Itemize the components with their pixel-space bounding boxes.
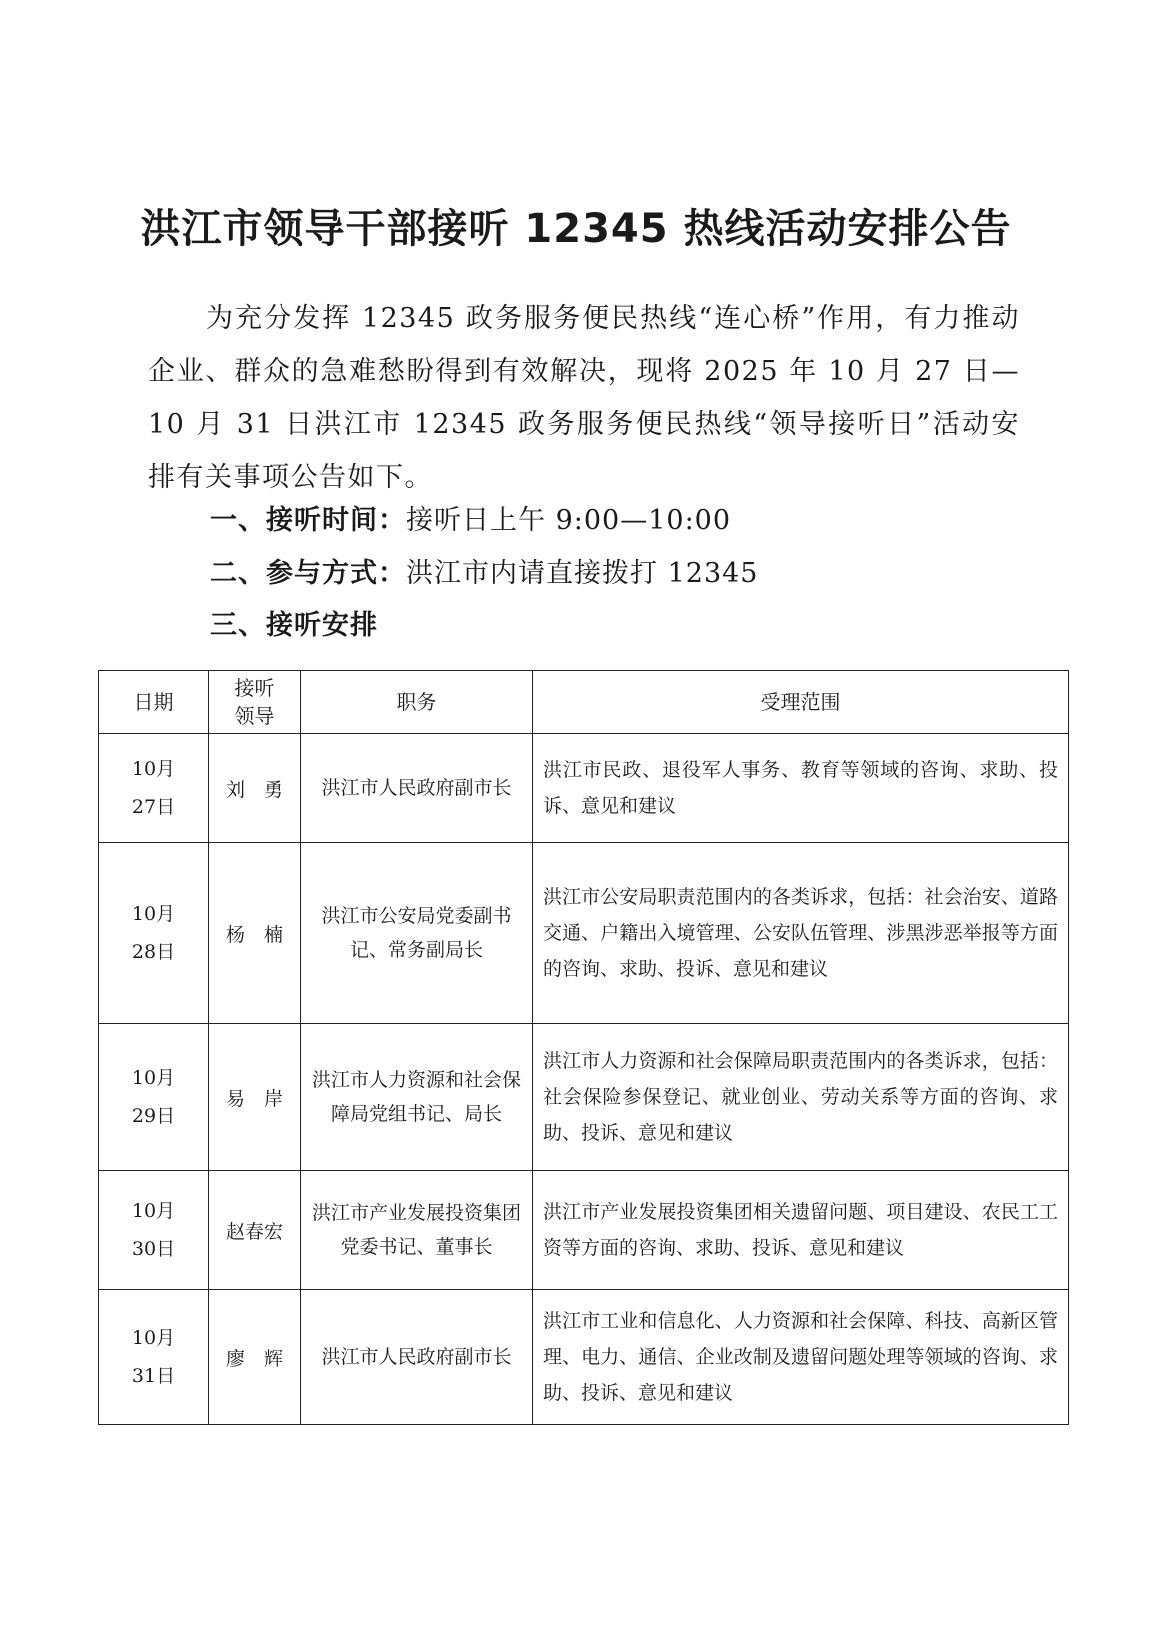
item-answer-time (210, 498, 731, 537)
cell-position: 洪江市人民政府副市长 (301, 1290, 533, 1425)
cell-leader: 廖 辉 (209, 1290, 301, 1425)
cell-scope: 洪江市民政、退役军人事务、教育等领域的咨询、求助、投诉、意见和建议 (533, 734, 1069, 843)
item-participation (210, 551, 758, 590)
header-date: 日期 (99, 671, 209, 734)
cell-scope: 洪江市人力资源和社会保障局职责范围内的各类诉求，包括：社会保险参保登记、就业创业、劳动关系等方面的咨询、求助、投诉、意见和建议 (533, 1024, 1069, 1171)
item-label: 一、接听时间： (210, 505, 406, 536)
item-label: 二、参与方式： (210, 558, 406, 589)
header-position: 职务 (301, 671, 533, 734)
cell-leader: 刘 勇 (209, 734, 301, 843)
cell-scope: 洪江市公安局职责范围内的各类诉求，包括：社会治安、道路交通、户籍出入境管理、公安队伍管理、涉黑涉恶举报等方面的咨询、求助、投诉、意见和建议 (533, 843, 1069, 1024)
table-header-row (99, 671, 1069, 734)
cell-position: 洪江市产业发展投资集团党委书记、董事长 (301, 1171, 533, 1290)
cell-scope: 洪江市工业和信息化、人力资源和社会保障、科技、高新区管理、电力、通信、企业改制及遗留问题处理等领域的咨询、求助、投诉、意见和建议 (533, 1290, 1069, 1425)
cell-leader: 赵春宏 (209, 1171, 301, 1290)
cell-date: 10月31日 (99, 1290, 209, 1425)
cell-leader: 杨 楠 (209, 843, 301, 1024)
document-title: 洪江市领导干部接听 12345 热线活动安排公告 (140, 205, 1012, 252)
cell-position: 洪江市人力资源和社会保障局党组书记、局长 (301, 1024, 533, 1171)
item-arrangement (210, 603, 378, 642)
cell-position: 洪江市人民政府副市长 (301, 734, 533, 843)
cell-date: 10月27日 (99, 734, 209, 843)
table-row (99, 1290, 1069, 1425)
intro-paragraph: 为充分发挥 12345 政务服务便民热线“连心桥”作用，有力推动企业、群众的急难愁盼得到有效解决，现将 2025 年 10 月 27 日—10 月 31 日洪江市 12345 政务服务便民热线“领导接听日”活动安排有关事项公告如下。 (148, 303, 1020, 493)
table-row (99, 843, 1069, 1024)
cell-position: 洪江市公安局党委副书记、常务副局长 (301, 843, 533, 1024)
table-row (99, 734, 1069, 843)
schedule-table (98, 670, 1069, 1425)
table-row (99, 1171, 1069, 1290)
cell-scope: 洪江市产业发展投资集团相关遗留问题、项目建设、农民工工资等方面的咨询、求助、投诉、意见和建议 (533, 1171, 1069, 1290)
table-row (99, 1024, 1069, 1171)
cell-date: 10月28日 (99, 843, 209, 1024)
header-scope: 受理范围 (533, 671, 1069, 734)
header-leader: 接听领导 (209, 671, 301, 734)
cell-leader: 易 岸 (209, 1024, 301, 1171)
cell-date: 10月30日 (99, 1171, 209, 1290)
item-label: 三、接听安排 (210, 610, 378, 641)
item-value: 接听日上午 9:00—10:00 (406, 505, 732, 536)
cell-date: 10月29日 (99, 1024, 209, 1171)
item-value: 洪江市内请直接拨打 12345 (406, 558, 759, 589)
